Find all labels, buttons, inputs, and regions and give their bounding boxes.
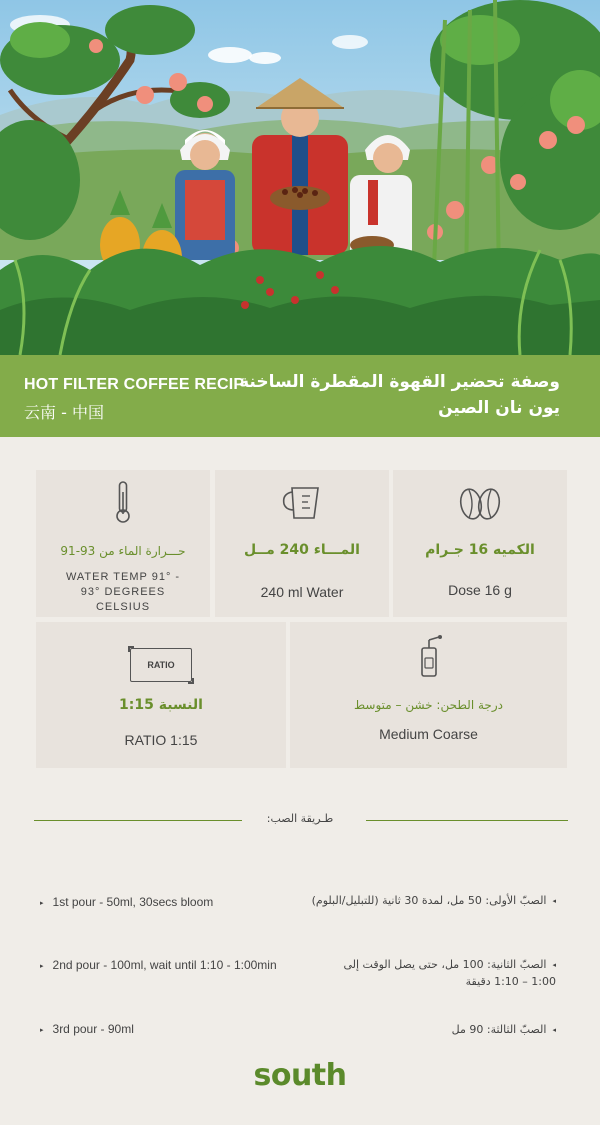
water-card	[215, 470, 389, 617]
measuring-jug-icon	[215, 484, 389, 522]
coffee-grinder-icon	[290, 634, 567, 680]
ratio-box-icon	[36, 648, 286, 682]
hero-illustration	[0, 0, 600, 355]
water-temp-ar: حـــرارة الماء من 93-91	[60, 544, 186, 558]
dose-en: Dose 16 g	[448, 582, 512, 598]
method-title: طـريقة الصب:	[266, 812, 334, 825]
water-ar: المـــاء 240 مــل	[244, 542, 360, 558]
step-2-en: ▸ 2nd pour - 100ml, wait until 1:10 - 1:00min	[40, 958, 277, 972]
dose-ar: الكميه 16 جـرام	[425, 542, 535, 558]
ratio-en: RATIO 1:15	[124, 732, 198, 748]
step-1-en: ▸ 1st pour - 50ml, 30secs bloom	[40, 895, 213, 909]
title-band	[0, 355, 600, 437]
ratio-icon-label: RATIO	[147, 660, 175, 670]
step-1-ar: ◂ الصبّ الأولى: 50 مل، لمدة 30 ثانية (للتبليل/البلوم)	[276, 893, 556, 910]
ratio-card	[36, 622, 286, 768]
step-3-ar: ◂ الصبّ الثالثة: 90 مل	[356, 1022, 556, 1039]
step-2-ar: ◂ الصبّ الثانية: 100 مل، حتى يصل الوقت إلى 1:00 – 1:10 دقيقة	[326, 957, 556, 989]
title-ar: وصفة تحضير القهوة المقطرة الساخنة	[239, 372, 560, 392]
grind-card	[290, 622, 567, 768]
subtitle-ar: يون نان الصين	[438, 398, 560, 418]
coffee-beans-icon	[393, 484, 567, 524]
step-3-en: ▸ 3rd pour - 90ml	[40, 1022, 134, 1036]
ratio-ar: النسبة 1:15	[119, 697, 203, 713]
grind-ar: درجة الطحن: خشن – متوسط	[354, 698, 503, 712]
thermometer-icon	[36, 480, 210, 524]
water-en: 240 ml Water	[260, 584, 344, 600]
brand-logo: south	[253, 1058, 347, 1093]
water-temp-card	[36, 470, 210, 617]
dose-card	[393, 470, 567, 617]
grind-en: Medium Coarse	[379, 726, 478, 742]
subtitle-en: 云南 - 中国	[24, 403, 104, 422]
title-en: HOT FILTER COFFEE RECIP	[24, 376, 245, 393]
water-temp-en: WATER TEMP 91° - 93° DEGREES CELSIUS	[65, 571, 181, 613]
